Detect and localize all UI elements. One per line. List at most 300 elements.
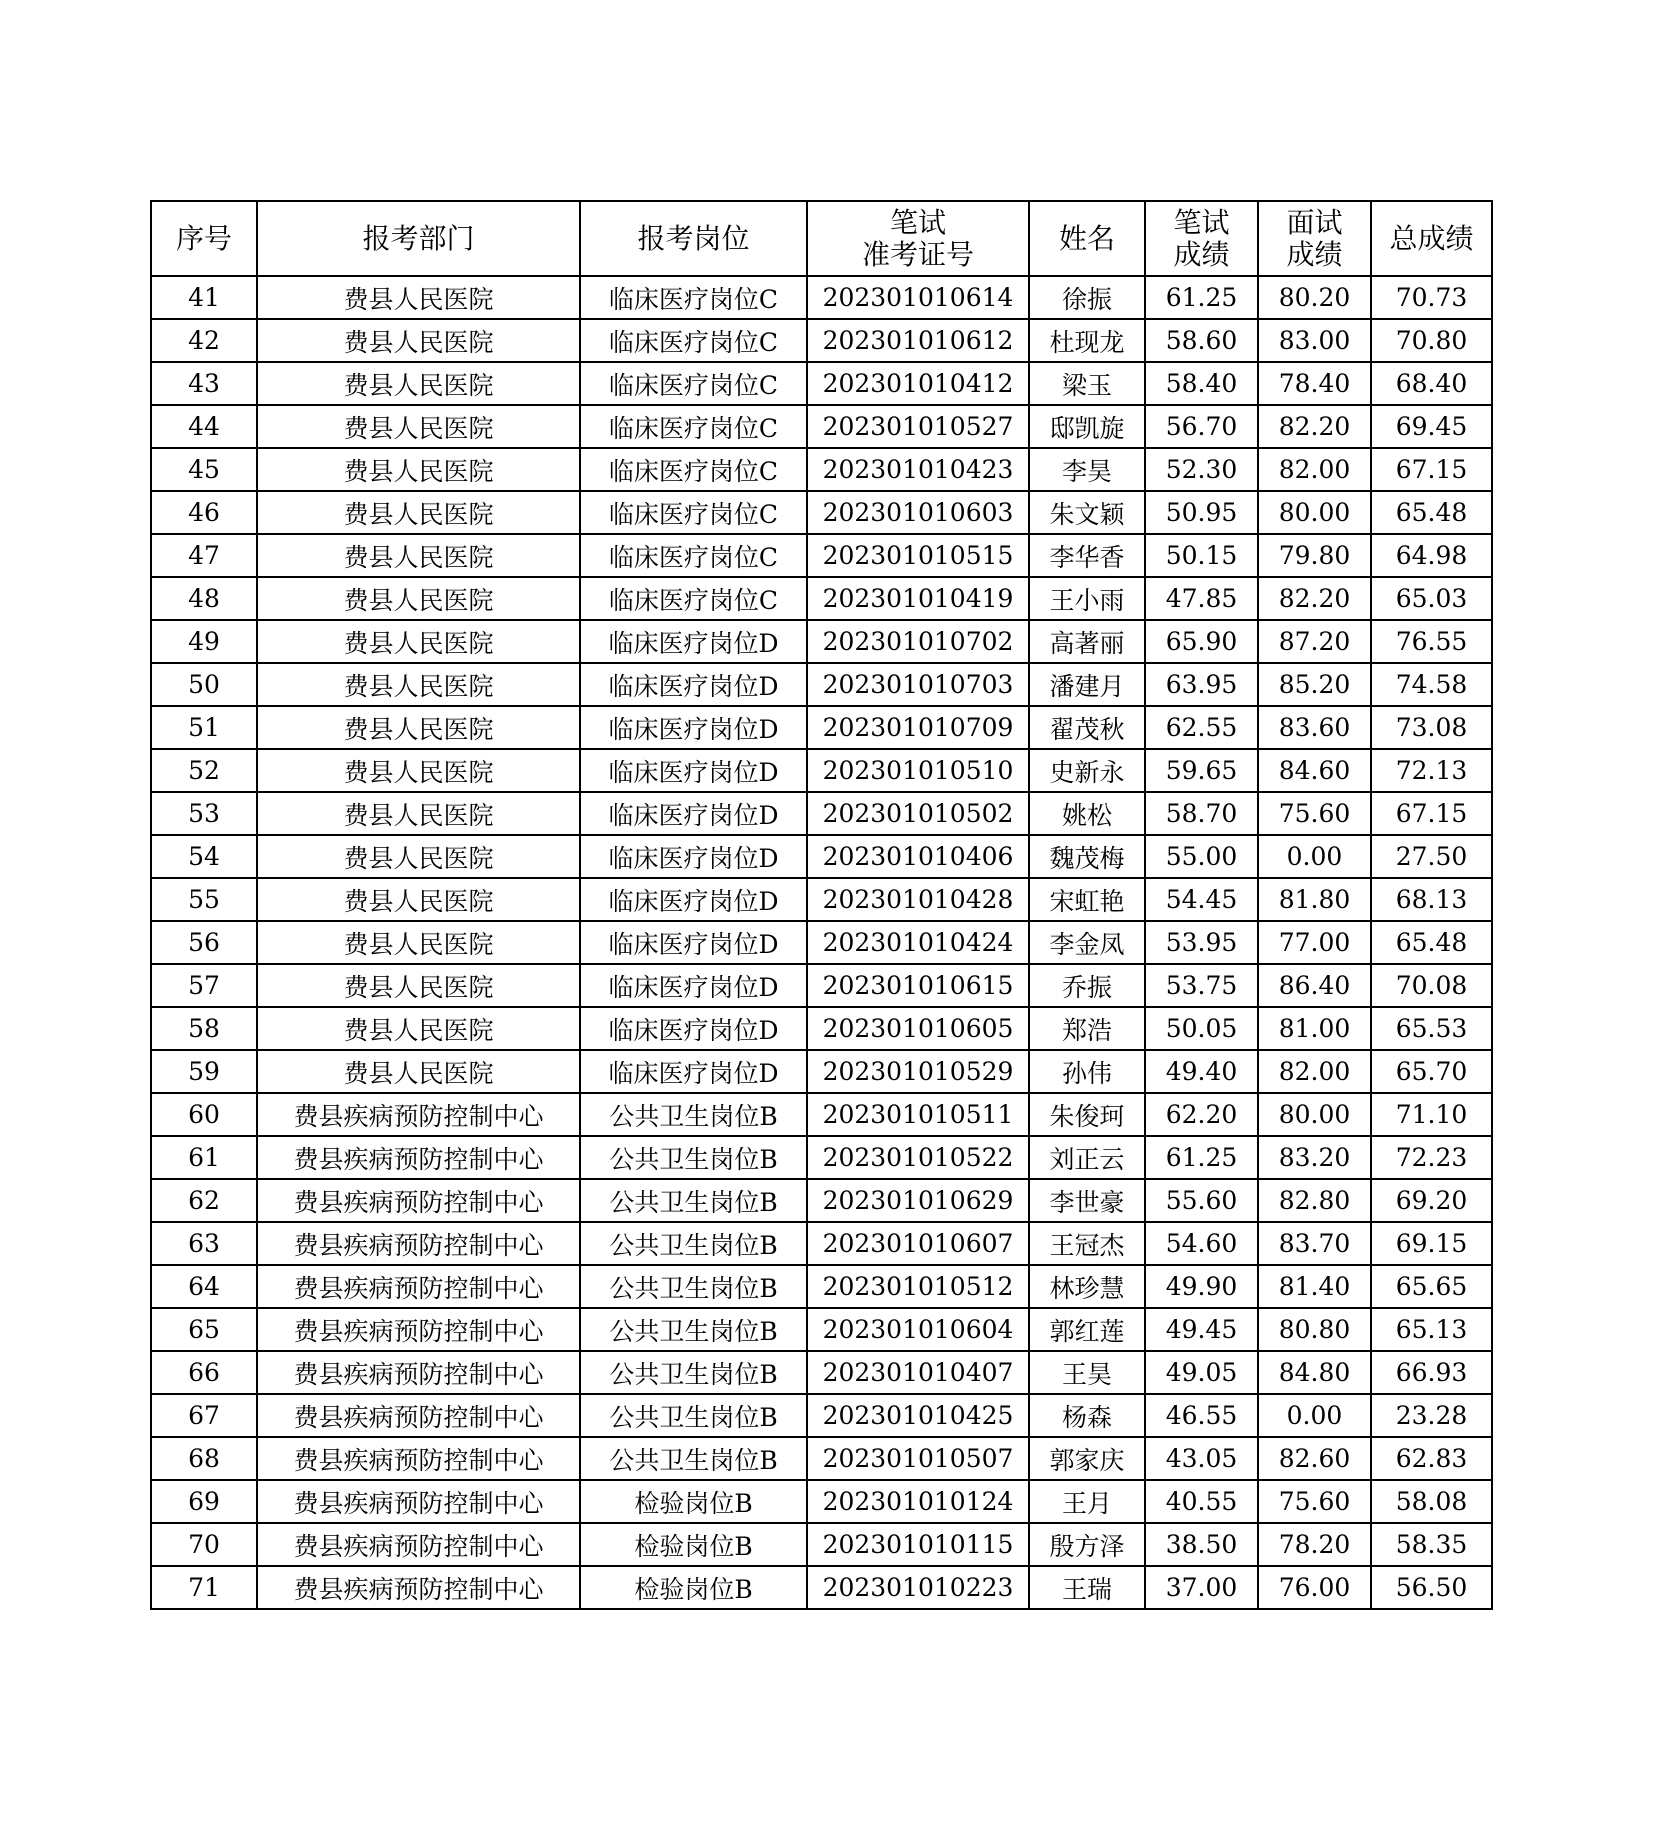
cell-interview-score: 85.20 [1258,663,1371,706]
cell-department: 费县人民医院 [257,663,580,706]
cell-department: 费县人民医院 [257,878,580,921]
cell-interview-score: 84.80 [1258,1351,1371,1394]
cell-interview-score: 0.00 [1258,835,1371,878]
cell-seq: 53 [151,792,257,835]
cell-written-score: 61.25 [1145,276,1258,319]
cell-seq: 63 [151,1222,257,1265]
cell-written-score: 58.70 [1145,792,1258,835]
cell-seq: 50 [151,663,257,706]
cell-seq: 60 [151,1093,257,1136]
cell-name: 王昊 [1029,1351,1145,1394]
table-row [151,1523,1492,1566]
cell-position: 公共卫生岗位B [580,1437,807,1480]
cell-interview-score: 80.80 [1258,1308,1371,1351]
cell-name: 姚松 [1029,792,1145,835]
cell-exam-id: 202301010607 [807,1222,1029,1265]
cell-exam-id: 202301010527 [807,405,1029,448]
header-position [580,201,807,276]
cell-department: 费县人民医院 [257,491,580,534]
cell-exam-id: 202301010406 [807,835,1029,878]
cell-total-score: 65.48 [1371,921,1492,964]
cell-total-score: 70.80 [1371,319,1492,362]
table-row [151,491,1492,534]
cell-name: 梁玉 [1029,362,1145,405]
cell-name: 魏茂梅 [1029,835,1145,878]
cell-name: 殷方泽 [1029,1523,1145,1566]
cell-total-score: 69.15 [1371,1222,1492,1265]
header-interview-score-line: 面试 [1286,205,1343,239]
cell-written-score: 62.55 [1145,706,1258,749]
cell-position: 临床医疗岗位C [580,448,807,491]
cell-name: 史新永 [1029,749,1145,792]
cell-exam-id: 202301010423 [807,448,1029,491]
cell-exam-id: 202301010603 [807,491,1029,534]
cell-written-score: 58.60 [1145,319,1258,362]
cell-department: 费县疾病预防控制中心 [257,1480,580,1523]
header-position-line: 报考岗位 [637,221,750,255]
cell-position: 临床医疗岗位D [580,878,807,921]
cell-seq: 58 [151,1007,257,1050]
cell-position: 临床医疗岗位D [580,749,807,792]
cell-total-score: 67.15 [1371,448,1492,491]
header-seq [151,201,257,276]
cell-position: 临床医疗岗位D [580,921,807,964]
cell-position: 临床医疗岗位C [580,577,807,620]
cell-total-score: 74.58 [1371,663,1492,706]
cell-position: 临床医疗岗位D [580,835,807,878]
cell-department: 费县人民医院 [257,835,580,878]
table-row [151,1179,1492,1222]
cell-interview-score: 83.20 [1258,1136,1371,1179]
cell-total-score: 69.20 [1371,1179,1492,1222]
cell-interview-score: 78.20 [1258,1523,1371,1566]
table-row [151,1566,1492,1609]
cell-written-score: 53.95 [1145,921,1258,964]
cell-department: 费县人民医院 [257,1007,580,1050]
header-seq-line: 序号 [175,221,232,255]
table-row [151,835,1492,878]
cell-written-score: 50.05 [1145,1007,1258,1050]
header-department [257,201,580,276]
cell-seq: 52 [151,749,257,792]
cell-exam-id: 202301010507 [807,1437,1029,1480]
cell-exam-id: 202301010515 [807,534,1029,577]
header-interview-score-line: 成绩 [1286,237,1343,271]
cell-interview-score: 79.80 [1258,534,1371,577]
cell-total-score: 65.48 [1371,491,1492,534]
table-row [151,319,1492,362]
cell-interview-score: 86.40 [1258,964,1371,1007]
cell-written-score: 61.25 [1145,1136,1258,1179]
cell-department: 费县疾病预防控制中心 [257,1222,580,1265]
cell-written-score: 38.50 [1145,1523,1258,1566]
cell-department: 费县人民医院 [257,749,580,792]
cell-position: 临床医疗岗位C [580,405,807,448]
cell-position: 公共卫生岗位B [580,1265,807,1308]
cell-interview-score: 82.20 [1258,577,1371,620]
cell-exam-id: 202301010522 [807,1136,1029,1179]
table-row [151,964,1492,1007]
header-written-score-line: 笔试 [1173,205,1230,239]
cell-position: 临床医疗岗位D [580,706,807,749]
cell-interview-score: 87.20 [1258,620,1371,663]
cell-seq: 71 [151,1566,257,1609]
cell-total-score: 65.53 [1371,1007,1492,1050]
cell-name: 王瑞 [1029,1566,1145,1609]
cell-total-score: 72.23 [1371,1136,1492,1179]
cell-exam-id: 202301010703 [807,663,1029,706]
cell-exam-id: 202301010424 [807,921,1029,964]
cell-written-score: 55.00 [1145,835,1258,878]
table-row [151,620,1492,663]
cell-interview-score: 81.40 [1258,1265,1371,1308]
cell-seq: 67 [151,1394,257,1437]
cell-name: 朱俊珂 [1029,1093,1145,1136]
cell-name: 郭红莲 [1029,1308,1145,1351]
cell-interview-score: 80.00 [1258,491,1371,534]
cell-seq: 59 [151,1050,257,1093]
cell-seq: 61 [151,1136,257,1179]
cell-total-score: 68.13 [1371,878,1492,921]
cell-total-score: 65.13 [1371,1308,1492,1351]
table-row [151,405,1492,448]
cell-position: 公共卫生岗位B [580,1136,807,1179]
cell-exam-id: 202301010612 [807,319,1029,362]
cell-position: 临床医疗岗位C [580,276,807,319]
cell-name: 朱文颖 [1029,491,1145,534]
cell-position: 临床医疗岗位C [580,534,807,577]
cell-total-score: 56.50 [1371,1566,1492,1609]
cell-department: 费县人民医院 [257,1050,580,1093]
cell-position: 临床医疗岗位D [580,1007,807,1050]
header-interview-score [1258,201,1371,276]
cell-total-score: 66.93 [1371,1351,1492,1394]
cell-seq: 45 [151,448,257,491]
cell-total-score: 65.03 [1371,577,1492,620]
cell-total-score: 58.08 [1371,1480,1492,1523]
table-row [151,1093,1492,1136]
header-written-score [1145,201,1258,276]
cell-exam-id: 202301010604 [807,1308,1029,1351]
cell-interview-score: 83.60 [1258,706,1371,749]
cell-department: 费县人民医院 [257,319,580,362]
cell-name: 李华香 [1029,534,1145,577]
cell-position: 临床医疗岗位C [580,491,807,534]
cell-department: 费县疾病预防控制中心 [257,1394,580,1437]
cell-seq: 43 [151,362,257,405]
cell-exam-id: 202301010428 [807,878,1029,921]
header-name [1029,201,1145,276]
cell-position: 公共卫生岗位B [580,1308,807,1351]
cell-position: 临床医疗岗位D [580,964,807,1007]
cell-total-score: 27.50 [1371,835,1492,878]
cell-written-score: 50.15 [1145,534,1258,577]
cell-exam-id: 202301010702 [807,620,1029,663]
cell-written-score: 50.95 [1145,491,1258,534]
cell-written-score: 43.05 [1145,1437,1258,1480]
table-row [151,1222,1492,1265]
cell-department: 费县人民医院 [257,706,580,749]
table-row [151,878,1492,921]
cell-interview-score: 83.00 [1258,319,1371,362]
cell-seq: 70 [151,1523,257,1566]
header-exam-id-line: 准考证号 [861,237,974,271]
cell-total-score: 23.28 [1371,1394,1492,1437]
table-row [151,1308,1492,1351]
table-row [151,1007,1492,1050]
cell-position: 临床医疗岗位D [580,1050,807,1093]
cell-name: 郭家庆 [1029,1437,1145,1480]
cell-exam-id: 202301010419 [807,577,1029,620]
cell-seq: 68 [151,1437,257,1480]
cell-written-score: 59.65 [1145,749,1258,792]
cell-seq: 46 [151,491,257,534]
cell-department: 费县人民医院 [257,405,580,448]
table-row [151,1394,1492,1437]
cell-exam-id: 202301010605 [807,1007,1029,1050]
cell-interview-score: 81.80 [1258,878,1371,921]
cell-name: 乔振 [1029,964,1145,1007]
cell-exam-id: 202301010510 [807,749,1029,792]
table-row [151,792,1492,835]
cell-name: 刘正云 [1029,1136,1145,1179]
cell-total-score: 62.83 [1371,1437,1492,1480]
cell-name: 徐振 [1029,276,1145,319]
cell-department: 费县人民医院 [257,577,580,620]
header-row [151,201,1492,276]
cell-total-score: 65.65 [1371,1265,1492,1308]
cell-total-score: 58.35 [1371,1523,1492,1566]
cell-position: 检验岗位B [580,1566,807,1609]
cell-seq: 41 [151,276,257,319]
table-row [151,749,1492,792]
cell-department: 费县疾病预防控制中心 [257,1179,580,1222]
cell-exam-id: 202301010512 [807,1265,1029,1308]
cell-seq: 47 [151,534,257,577]
table-row [151,362,1492,405]
table-row [151,448,1492,491]
cell-exam-id: 202301010425 [807,1394,1029,1437]
cell-seq: 54 [151,835,257,878]
cell-department: 费县疾病预防控制中心 [257,1136,580,1179]
cell-total-score: 76.55 [1371,620,1492,663]
table-body [151,276,1492,1609]
table-row [151,534,1492,577]
cell-written-score: 46.55 [1145,1394,1258,1437]
cell-name: 邸凯旋 [1029,405,1145,448]
cell-department: 费县疾病预防控制中心 [257,1566,580,1609]
cell-interview-score: 0.00 [1258,1394,1371,1437]
cell-interview-score: 82.00 [1258,1050,1371,1093]
table-row [151,1265,1492,1308]
cell-written-score: 62.20 [1145,1093,1258,1136]
table-row [151,1437,1492,1480]
cell-department: 费县人民医院 [257,620,580,663]
cell-seq: 42 [151,319,257,362]
cell-written-score: 47.85 [1145,577,1258,620]
header-total-score [1371,201,1492,276]
table-row [151,1136,1492,1179]
cell-position: 临床医疗岗位D [580,663,807,706]
cell-total-score: 64.98 [1371,534,1492,577]
cell-exam-id: 202301010615 [807,964,1029,1007]
cell-written-score: 63.95 [1145,663,1258,706]
cell-name: 杜现龙 [1029,319,1145,362]
header-exam-id-line: 笔试 [889,205,946,239]
table-row [151,1480,1492,1523]
cell-position: 公共卫生岗位B [580,1093,807,1136]
cell-name: 李世豪 [1029,1179,1145,1222]
header-total-score-line: 总成绩 [1389,221,1474,255]
cell-written-score: 58.40 [1145,362,1258,405]
cell-exam-id: 202301010614 [807,276,1029,319]
cell-interview-score: 80.20 [1258,276,1371,319]
cell-written-score: 53.75 [1145,964,1258,1007]
cell-position: 检验岗位B [580,1523,807,1566]
cell-written-score: 54.60 [1145,1222,1258,1265]
cell-position: 公共卫生岗位B [580,1222,807,1265]
cell-name: 郑浩 [1029,1007,1145,1050]
cell-total-score: 72.13 [1371,749,1492,792]
cell-interview-score: 83.70 [1258,1222,1371,1265]
cell-department: 费县疾病预防控制中心 [257,1351,580,1394]
cell-interview-score: 80.00 [1258,1093,1371,1136]
cell-written-score: 55.60 [1145,1179,1258,1222]
cell-written-score: 49.90 [1145,1265,1258,1308]
cell-seq: 44 [151,405,257,448]
cell-position: 临床医疗岗位C [580,362,807,405]
header-written-score-line: 成绩 [1173,237,1230,271]
cell-name: 林珍慧 [1029,1265,1145,1308]
cell-interview-score: 82.60 [1258,1437,1371,1480]
cell-interview-score: 84.60 [1258,749,1371,792]
cell-department: 费县人民医院 [257,921,580,964]
cell-exam-id: 202301010502 [807,792,1029,835]
table-row [151,276,1492,319]
cell-interview-score: 78.40 [1258,362,1371,405]
cell-total-score: 68.40 [1371,362,1492,405]
cell-seq: 66 [151,1351,257,1394]
cell-interview-score: 81.00 [1258,1007,1371,1050]
cell-position: 检验岗位B [580,1480,807,1523]
header-department-line: 报考部门 [362,221,475,255]
cell-interview-score: 82.00 [1258,448,1371,491]
cell-position: 公共卫生岗位B [580,1394,807,1437]
cell-written-score: 37.00 [1145,1566,1258,1609]
cell-name: 孙伟 [1029,1050,1145,1093]
cell-exam-id: 202301010407 [807,1351,1029,1394]
cell-name: 李金凤 [1029,921,1145,964]
table-row [151,1351,1492,1394]
cell-department: 费县疾病预防控制中心 [257,1437,580,1480]
cell-total-score: 73.08 [1371,706,1492,749]
cell-position: 临床医疗岗位C [580,319,807,362]
cell-total-score: 65.70 [1371,1050,1492,1093]
cell-interview-score: 82.20 [1258,405,1371,448]
cell-written-score: 52.30 [1145,448,1258,491]
cell-name: 杨森 [1029,1394,1145,1437]
cell-position: 公共卫生岗位B [580,1351,807,1394]
cell-written-score: 49.40 [1145,1050,1258,1093]
cell-department: 费县疾病预防控制中心 [257,1308,580,1351]
cell-department: 费县人民医院 [257,792,580,835]
cell-total-score: 70.73 [1371,276,1492,319]
cell-seq: 51 [151,706,257,749]
cell-name: 王小雨 [1029,577,1145,620]
cell-seq: 57 [151,964,257,1007]
cell-name: 潘建月 [1029,663,1145,706]
cell-department: 费县人民医院 [257,448,580,491]
table-header [151,201,1492,276]
cell-department: 费县人民医院 [257,964,580,1007]
cell-department: 费县疾病预防控制中心 [257,1093,580,1136]
cell-department: 费县人民医院 [257,276,580,319]
cell-interview-score: 77.00 [1258,921,1371,964]
cell-exam-id: 202301010124 [807,1480,1029,1523]
cell-exam-id: 202301010709 [807,706,1029,749]
cell-written-score: 40.55 [1145,1480,1258,1523]
header-exam-id [807,201,1029,276]
cell-position: 临床医疗岗位D [580,792,807,835]
cell-exam-id: 202301010223 [807,1566,1029,1609]
cell-seq: 49 [151,620,257,663]
cell-total-score: 69.45 [1371,405,1492,448]
cell-interview-score: 76.00 [1258,1566,1371,1609]
cell-exam-id: 202301010529 [807,1050,1029,1093]
cell-total-score: 67.15 [1371,792,1492,835]
cell-written-score: 54.45 [1145,878,1258,921]
cell-seq: 69 [151,1480,257,1523]
cell-name: 王冠杰 [1029,1222,1145,1265]
header-name-line: 姓名 [1058,221,1115,255]
table-row [151,706,1492,749]
cell-name: 高著丽 [1029,620,1145,663]
cell-department: 费县疾病预防控制中心 [257,1265,580,1308]
cell-position: 公共卫生岗位B [580,1179,807,1222]
score-table [150,200,1493,1610]
table-row [151,1050,1492,1093]
cell-written-score: 56.70 [1145,405,1258,448]
cell-name: 翟茂秋 [1029,706,1145,749]
cell-interview-score: 75.60 [1258,792,1371,835]
cell-exam-id: 202301010115 [807,1523,1029,1566]
cell-seq: 64 [151,1265,257,1308]
table-row [151,663,1492,706]
cell-department: 费县人民医院 [257,534,580,577]
cell-total-score: 70.08 [1371,964,1492,1007]
cell-seq: 65 [151,1308,257,1351]
cell-seq: 48 [151,577,257,620]
cell-written-score: 49.05 [1145,1351,1258,1394]
cell-name: 李昊 [1029,448,1145,491]
table-row [151,921,1492,964]
cell-seq: 56 [151,921,257,964]
cell-interview-score: 82.80 [1258,1179,1371,1222]
cell-position: 临床医疗岗位D [580,620,807,663]
cell-exam-id: 202301010412 [807,362,1029,405]
cell-exam-id: 202301010629 [807,1179,1029,1222]
cell-name: 王月 [1029,1480,1145,1523]
cell-seq: 62 [151,1179,257,1222]
cell-written-score: 65.90 [1145,620,1258,663]
cell-exam-id: 202301010511 [807,1093,1029,1136]
cell-name: 宋虹艳 [1029,878,1145,921]
table-row [151,577,1492,620]
cell-total-score: 71.10 [1371,1093,1492,1136]
cell-department: 费县疾病预防控制中心 [257,1523,580,1566]
cell-interview-score: 75.60 [1258,1480,1371,1523]
cell-seq: 55 [151,878,257,921]
